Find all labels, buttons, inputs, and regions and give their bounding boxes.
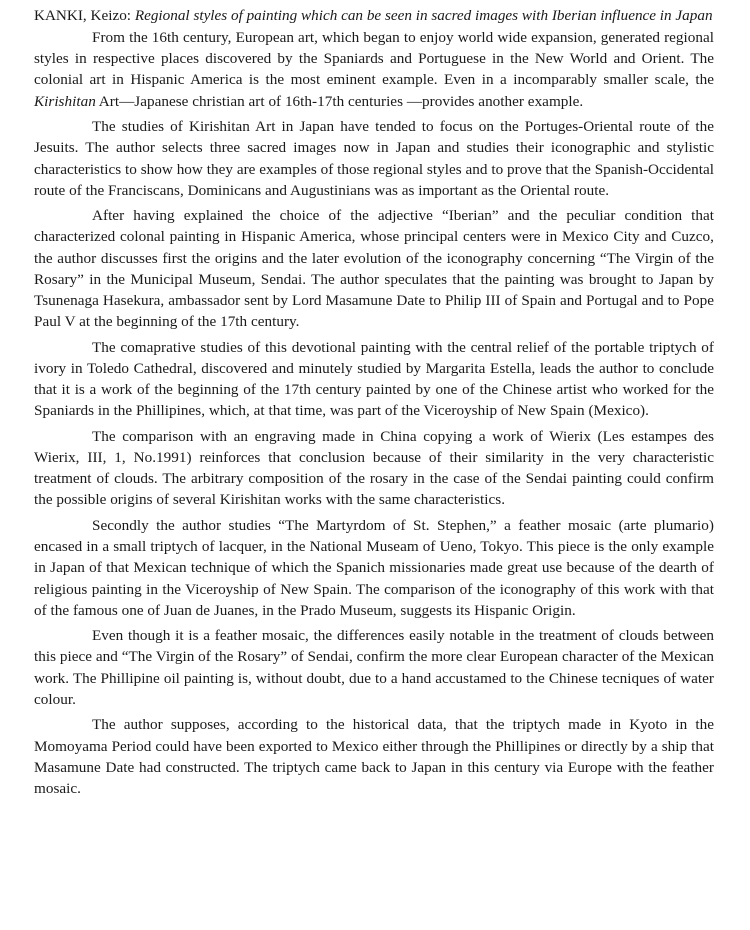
paragraph-1-text-a: From the 16th century, European art, which began to enjoy world wide expansion, generated regional styles in respective places discovered by the Spaniards and Portuguese in the New World and Orient. The colonial art in Hispanic America is the most eminent example. Even in a incomparably smaller scale, the [34,29,714,89]
paragraph-3: After having explained the choice of the adjective “Iberian” and the peculiar condition that characterized colonal painting in Hispanic America, whose principal centers were in Mexico City and Cuzco, the author discusses first the origins and the later evolution of the iconography concerning “The Virgin of the Rosary” in the Municipal Museum, Sendai. The author speculates that the painting was brought to Japan by Tsunenaga Hasekura, ambassador sent by Lord Masamune Date to Philip III of Spain and Portugal and to Pope Paul V at the beginning of the 17th century. [34,207,714,331]
paragraph-8: The author supposes, according to the historical data, that the triptych made in Kyoto in the Momoyama Period could have been exported to Mexico either through the Phillipines or directly by a ship that Masamune Date had constructed. The triptych came back to Japan in this century via Europe with the feather mosaic. [34,716,714,797]
paragraph-4: The comaprative studies of this devotional painting with the central relief of the portable triptych of ivory in Toledo Cathedral, discovered and minutely studied by Margarita Estella, leads the author to conclude that it is a work of the beginning of the 17th century painted by one of the Chinese artist who worked for the Spaniards in the Phillipines, which, at that time, was part of the Viceroyship of New Spain (Mexico). [34,338,714,420]
paragraph-2: The studies of Kirishitan Art in Japan have tended to focus on the Portuges-Oriental route of the Jesuits. The author selects three sacred images now in Japan and studies their iconographic and stylistic characteristics to show how they are examples of those regional styles and to prove that the Spanish-Occidental route of the Franciscans, Dominicans and Augustinians was as important as the Oriental route. [34,118,714,199]
article-title: Regional styles of painting which can be seen in sacred images with Iberian influence in Japan [134,7,713,24]
paragraph-5: The comparison with an engraving made in China copying a work of Wierix (Les estampes des Wierix, III, 1, No.1991) reinforces that conclusion because of their similarity in the very characteristic treatment of clouds. The arbitrary composition of the rosary in the case of the Sendai painting could confirm the possible origins of several Kirishitan works with the same characteristics. [34,427,714,509]
paragraph-7: Even though it is a feather mosaic, the differences easily notable in the treatment of clouds between this piece and “The Virgin of the Rosary” of Sendai, confirm the more clear European character of the Mexican work. The Phillipine oil painting is, without doubt, due to a hand accustamed to the Chinese tecniques of water colour. [34,627,714,708]
paragraph-1 [34,27,714,112]
paragraph-6: Secondly the author studies “The Martyrdom of St. Stephen,” a feather mosaic (arte plumario) encased in a small triptych of lacquer, in the National Museam of Ueno, Tokyo. This piece is the only example in Japan of that Mexican technique of which the Spanich missionaries made great use because of the dearth of religious painting in the Viceroyship of New Spain. The comparison of the iconography of this work with that of the famous one of Juan de Juanes, in the Prado Museum, suggests its Hispanic Origin. [34,516,714,619]
article-heading [34,5,714,26]
author-name: KANKI, Keizo: [34,7,132,24]
paragraph-1-emphasis: Kirishitan [34,92,96,110]
paragraph-1-text-b: Art—Japanese christian art of 16th-17th centuries —provides another example. [95,92,584,110]
